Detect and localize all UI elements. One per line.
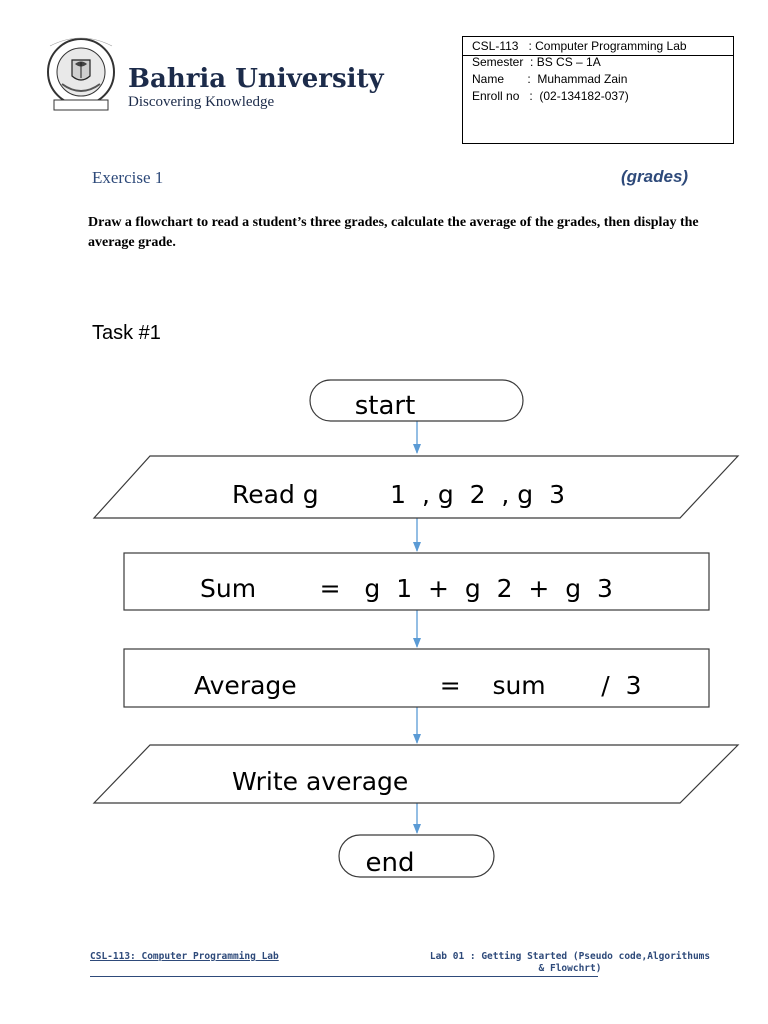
start-label: start	[354, 391, 416, 421]
enroll-line: Enroll no : (02-134182-037)	[472, 89, 629, 103]
footer-course: CSL-113: Computer Programming Lab	[90, 951, 279, 962]
end-terminal	[339, 835, 494, 877]
exercise-description: Draw a flowchart to read a student’s three grades, calculate the average of the grades, then display the average grade.	[88, 215, 699, 250]
sum-process-label: Sum = g 1 + g 2 + g 3	[200, 574, 613, 603]
footer-lab-title	[420, 951, 720, 975]
course-line: CSL-113 : Computer Programming Lab	[472, 39, 687, 53]
name-line: Name : Muhammad Zain	[472, 72, 628, 86]
footer-divider	[90, 976, 598, 977]
exercise-title: Exercise 1	[92, 168, 164, 187]
end-label: end	[365, 848, 415, 878]
average-process-label: Average = sum / 3	[194, 671, 642, 700]
university-tagline: Discovering Knowledge	[128, 94, 275, 110]
task-title: Task #1	[92, 322, 161, 344]
footer-lab-title-line1: Lab 01 : Getting Started (Pseudo code,Algorithums	[429, 951, 711, 962]
exercise-subtitle: (grades)	[621, 167, 689, 186]
start-terminal	[310, 380, 523, 421]
footer-lab-title-line2: & Flowchrt)	[538, 963, 602, 974]
semester-line: Semester : BS CS – 1A	[472, 55, 601, 69]
write-output-label: Write average	[232, 767, 409, 796]
university-name: Bahria University	[128, 64, 384, 94]
read-input-label: Read g 1 , g 2 , g 3	[232, 480, 565, 509]
write-output-shape	[94, 745, 738, 803]
